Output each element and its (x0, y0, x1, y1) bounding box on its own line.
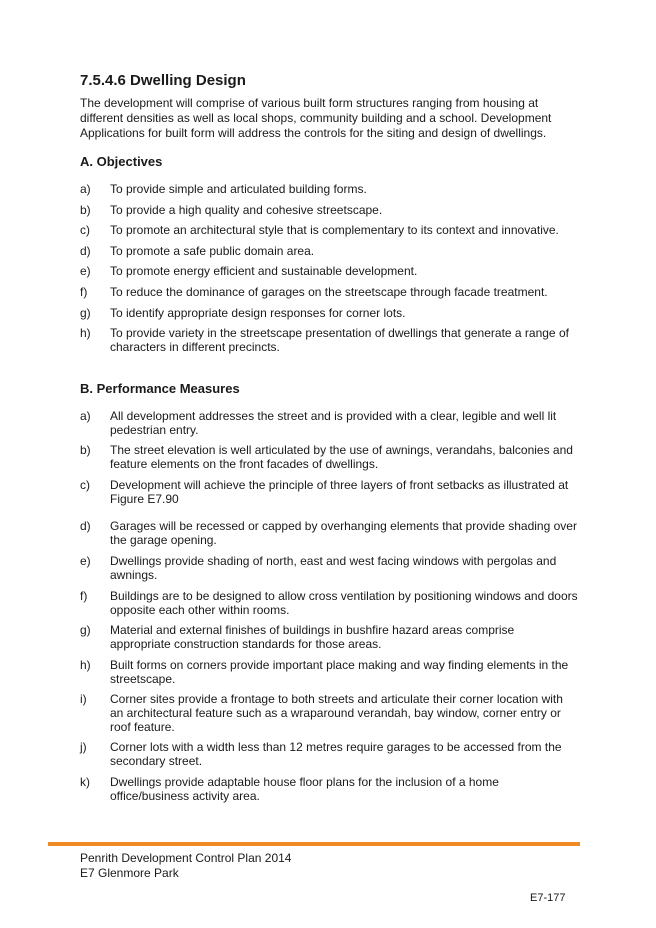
item-letter: e) (80, 554, 91, 568)
item-text: Buildings are to be designed to allow cross ventilation by positioning windows and doors opposite each other within rooms. (110, 589, 578, 617)
item-text: To reduce the dominance of garages on the streetscape through facade treatment. (110, 285, 548, 299)
item-text: All development addresses the street and is provided with a clear, legible and well lit pedestrian entry. (110, 409, 557, 437)
item-text: Garages will be recessed or capped by overhanging elements that provide shading over the garage opening. (110, 519, 577, 547)
item-text: The street elevation is well articulated by the use of awnings, verandahs, balconies and feature elements on the front facades of dwellings. (110, 443, 573, 471)
item-letter: d) (80, 244, 91, 258)
intro-paragraph: The development will comprise of various built form structures ranging from housing at different densities as well as local shops, community building and a school. Development Applications for built form will address the controls for the siting and design of dwellings. (80, 96, 552, 140)
item-text: Dwellings provide adaptable house floor plans for the inclusion of a home office/business activity area. (110, 775, 499, 803)
item-letter: i) (80, 692, 87, 706)
item-letter: h) (80, 658, 91, 672)
footer-rule (48, 842, 580, 846)
item-letter: c) (80, 478, 90, 492)
item-text: To provide a high quality and cohesive streetscape. (110, 203, 383, 217)
item-letter: a) (80, 409, 91, 423)
item-letter: e) (80, 264, 91, 278)
section-heading: 7.5.4.6 Dwelling Design (80, 72, 246, 89)
item-text: Development will achieve the principle of three layers of front setbacks as illustrated at Figure E7.90 (110, 478, 569, 506)
item-letter: d) (80, 519, 91, 533)
item-letter: a) (80, 182, 91, 196)
footer-plan-title: Penrith Development Control Plan 2014 (80, 851, 292, 865)
item-text: To promote an architectural style that is complementary to its context and innovative. (110, 223, 559, 237)
item-text: Corner lots with a width less than 12 metres require garages to be accessed from the secondary street. (110, 740, 562, 768)
page-number: E7-177 (530, 892, 566, 904)
item-text: Dwellings provide shading of north, east and west facing windows with pergolas and awnings. (110, 554, 557, 582)
item-letter: f) (80, 285, 88, 299)
item-letter: b) (80, 443, 91, 457)
performance-heading: B. Performance Measures (80, 381, 240, 396)
footer-section-title: E7 Glenmore Park (80, 866, 179, 880)
item-letter: k) (80, 775, 90, 789)
item-text: To promote a safe public domain area. (110, 244, 315, 258)
item-text: Material and external finishes of buildings in bushfire hazard areas comprise appropriate construction standards for those areas. (110, 623, 515, 651)
item-text: To identify appropriate design responses for corner lots. (110, 306, 406, 320)
item-letter: b) (80, 203, 91, 217)
item-letter: h) (80, 326, 91, 340)
item-text: To promote energy efficient and sustainable development. (110, 264, 418, 278)
item-letter: j) (80, 740, 87, 754)
item-text: Built forms on corners provide important place making and way finding elements in the streetscape. (110, 658, 569, 686)
item-text: Corner sites provide a frontage to both streets and articulate their corner location with an architectural feature such as a wraparound verandah, bay window, corner entry or roof feature. (110, 692, 563, 734)
objectives-heading: A. Objectives (80, 154, 163, 169)
item-letter: g) (80, 306, 91, 320)
item-text: To provide simple and articulated building forms. (110, 182, 367, 196)
item-text: To provide variety in the streetscape presentation of dwellings that generate a range of characters in different precincts. (110, 326, 569, 354)
item-letter: c) (80, 223, 90, 237)
item-letter: g) (80, 623, 91, 637)
item-letter: f) (80, 589, 88, 603)
